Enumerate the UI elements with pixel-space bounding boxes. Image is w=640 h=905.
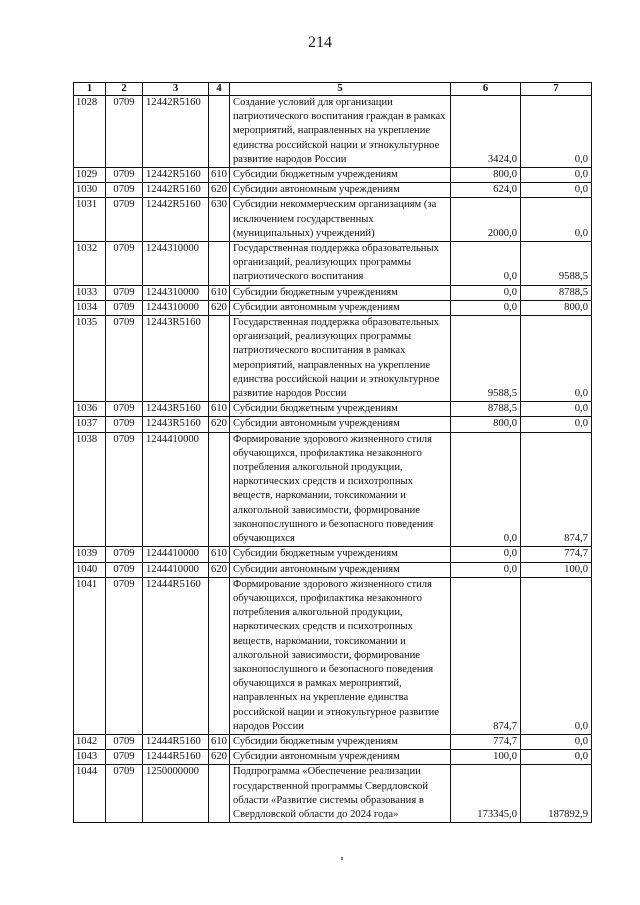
amount-col7-cell: 0,0 — [521, 198, 592, 242]
table-row — [74, 577, 592, 734]
table-header-row — [74, 83, 592, 96]
amount-col6-cell: 0,0 — [451, 285, 521, 300]
expense-type-cell: 610 — [209, 734, 230, 749]
description-cell: Субсидии автономным учреждениям — [230, 750, 451, 765]
expense-type-cell: 630 — [209, 198, 230, 242]
table-row — [74, 750, 592, 765]
expense-type-cell: 610 — [209, 285, 230, 300]
expense-type-cell — [209, 242, 230, 286]
description-cell: Субсидии автономным учреждениям — [230, 183, 451, 198]
amount-col6-cell: 173345,0 — [451, 765, 521, 823]
column-header: 3 — [143, 83, 209, 96]
target-code-cell: 1250000000 — [143, 765, 209, 823]
row-number-cell: 1044 — [74, 765, 106, 823]
section-code-cell: 0709 — [106, 765, 143, 823]
target-code-cell: 1244410000 — [143, 432, 209, 547]
table-row — [74, 183, 592, 198]
row-number-cell: 1038 — [74, 432, 106, 547]
target-code-cell: 1244310000 — [143, 285, 209, 300]
amount-col7-cell: 0,0 — [521, 316, 592, 402]
row-number-cell: 1039 — [74, 547, 106, 562]
description-cell: Подпрограмма «Обеспечение реализации государственной программы Свердловской области «Развитие системы образования в Свердловской области до 2024 года» — [230, 765, 451, 823]
column-header: 1 — [74, 83, 106, 96]
expense-type-cell: 610 — [209, 547, 230, 562]
expense-type-cell — [209, 316, 230, 402]
section-code-cell: 0709 — [106, 96, 143, 168]
section-code-cell: 0709 — [106, 402, 143, 417]
description-cell: Субсидии автономным учреждениям — [230, 300, 451, 315]
table-row — [74, 285, 592, 300]
target-code-cell: 12443R5160 — [143, 316, 209, 402]
amount-col6-cell: 0,0 — [451, 547, 521, 562]
section-code-cell: 0709 — [106, 198, 143, 242]
row-number-cell: 1034 — [74, 300, 106, 315]
target-code-cell: 12444R5160 — [143, 734, 209, 749]
amount-col7-cell: 9588,5 — [521, 242, 592, 286]
budget-table — [73, 82, 592, 823]
amount-col6-cell: 100,0 — [451, 750, 521, 765]
amount-col7-cell: 100,0 — [521, 562, 592, 577]
description-cell: Формирование здорового жизненного стиля обучающихся, профилактика незаконного потребления алкогольной продукции, наркотических средств и психотропных веществ, наркомании, токсикомании и алкогольной зависимости, формирование законопослушного и безопасного поведения обучающихся в рамках мероприятий, направленных на укрепление единства российской нации и этнокультурное развитие народов России — [230, 577, 451, 734]
description-cell: Государственная поддержка образовательных организаций, реализующих программы патриотического воспитания в рамках мероприятий, направленных на укрепление единства российской нации и этнокультурное развитие народов России — [230, 316, 451, 402]
amount-col6-cell: 8788,5 — [451, 402, 521, 417]
amount-col6-cell: 0,0 — [451, 300, 521, 315]
scan-speck — [341, 857, 343, 860]
target-code-cell: 1244410000 — [143, 562, 209, 577]
description-cell: Государственная поддержка образовательных организаций, реализующих программы патриотического воспитания — [230, 242, 451, 286]
row-number-cell: 1042 — [74, 734, 106, 749]
amount-col7-cell: 0,0 — [521, 168, 592, 183]
amount-col7-cell: 0,0 — [521, 417, 592, 432]
row-number-cell: 1041 — [74, 577, 106, 734]
description-cell: Субсидии автономным учреждениям — [230, 562, 451, 577]
row-number-cell: 1029 — [74, 168, 106, 183]
description-cell: Субсидии бюджетным учреждениям — [230, 285, 451, 300]
table-body — [74, 96, 592, 823]
amount-col6-cell: 2000,0 — [451, 198, 521, 242]
expense-type-cell — [209, 432, 230, 547]
table-row — [74, 96, 592, 168]
row-number-cell: 1032 — [74, 242, 106, 286]
table-row — [74, 300, 592, 315]
column-header: 7 — [521, 83, 592, 96]
description-cell: Субсидии бюджетным учреждениям — [230, 734, 451, 749]
table-row — [74, 402, 592, 417]
description-cell: Субсидии бюджетным учреждениям — [230, 547, 451, 562]
description-cell: Субсидии некоммерческим организациям (за исключением государственных (муниципальных) учреждений) — [230, 198, 451, 242]
row-number-cell: 1036 — [74, 402, 106, 417]
section-code-cell: 0709 — [106, 750, 143, 765]
expense-type-cell: 620 — [209, 183, 230, 198]
section-code-cell: 0709 — [106, 417, 143, 432]
target-code-cell: 1244310000 — [143, 300, 209, 315]
target-code-cell: 12442R5160 — [143, 183, 209, 198]
row-number-cell: 1030 — [74, 183, 106, 198]
amount-col7-cell: 774,7 — [521, 547, 592, 562]
table-row — [74, 198, 592, 242]
column-header: 6 — [451, 83, 521, 96]
row-number-cell: 1040 — [74, 562, 106, 577]
amount-col7-cell: 0,0 — [521, 402, 592, 417]
column-header: 2 — [106, 83, 143, 96]
description-cell: Субсидии бюджетным учреждениям — [230, 402, 451, 417]
table-row — [74, 432, 592, 547]
section-code-cell: 0709 — [106, 562, 143, 577]
table-row — [74, 316, 592, 402]
amount-col7-cell: 0,0 — [521, 183, 592, 198]
description-cell: Создание условий для организации патриотического воспитания граждан в рамках мероприятий, направленных на укрепление единства российской нации и этнокультурное развитие народов России — [230, 96, 451, 168]
row-number-cell: 1043 — [74, 750, 106, 765]
amount-col6-cell: 800,0 — [451, 417, 521, 432]
amount-col7-cell: 874,7 — [521, 432, 592, 547]
amount-col7-cell: 0,0 — [521, 734, 592, 749]
table-row — [74, 417, 592, 432]
section-code-cell: 0709 — [106, 316, 143, 402]
amount-col7-cell: 0,0 — [521, 96, 592, 168]
target-code-cell: 12443R5160 — [143, 402, 209, 417]
target-code-cell: 12442R5160 — [143, 96, 209, 168]
row-number-cell: 1028 — [74, 96, 106, 168]
amount-col7-cell: 8788,5 — [521, 285, 592, 300]
section-code-cell: 0709 — [106, 183, 143, 198]
expense-type-cell: 620 — [209, 300, 230, 315]
amount-col6-cell: 9588,5 — [451, 316, 521, 402]
expense-type-cell: 620 — [209, 750, 230, 765]
amount-col7-cell: 0,0 — [521, 750, 592, 765]
section-code-cell: 0709 — [106, 432, 143, 547]
row-number-cell: 1037 — [74, 417, 106, 432]
expense-type-cell: 620 — [209, 562, 230, 577]
target-code-cell: 12444R5160 — [143, 577, 209, 734]
table-row — [74, 242, 592, 286]
section-code-cell: 0709 — [106, 547, 143, 562]
description-cell: Субсидии автономным учреждениям — [230, 417, 451, 432]
expense-type-cell — [209, 96, 230, 168]
section-code-cell: 0709 — [106, 734, 143, 749]
expense-type-cell — [209, 577, 230, 734]
expense-type-cell: 610 — [209, 168, 230, 183]
expense-type-cell: 610 — [209, 402, 230, 417]
amount-col6-cell: 0,0 — [451, 562, 521, 577]
amount-col6-cell: 800,0 — [451, 168, 521, 183]
amount-col6-cell: 0,0 — [451, 432, 521, 547]
amount-col6-cell: 874,7 — [451, 577, 521, 734]
table-row — [74, 168, 592, 183]
page-number: 214 — [308, 34, 332, 51]
amount-col6-cell: 3424,0 — [451, 96, 521, 168]
column-header: 5 — [230, 83, 451, 96]
table-row — [74, 734, 592, 749]
amount-col7-cell: 800,0 — [521, 300, 592, 315]
column-header: 4 — [209, 83, 230, 96]
amount-col7-cell: 0,0 — [521, 577, 592, 734]
section-code-cell: 0709 — [106, 285, 143, 300]
target-code-cell: 12444R5160 — [143, 750, 209, 765]
section-code-cell: 0709 — [106, 300, 143, 315]
section-code-cell: 0709 — [106, 242, 143, 286]
row-number-cell: 1031 — [74, 198, 106, 242]
table-row — [74, 547, 592, 562]
description-cell: Формирование здорового жизненного стиля обучающихся, профилактика незаконного потребления алкогольной продукции, наркотических средств и психотропных веществ, наркомании, токсикомании и алкогольной зависимости, формирование законопослушного и безопасного поведения обучающихся — [230, 432, 451, 547]
section-code-cell: 0709 — [106, 577, 143, 734]
expense-type-cell — [209, 765, 230, 823]
amount-col6-cell: 0,0 — [451, 242, 521, 286]
target-code-cell: 1244310000 — [143, 242, 209, 286]
row-number-cell: 1035 — [74, 316, 106, 402]
target-code-cell: 12442R5160 — [143, 168, 209, 183]
target-code-cell: 12443R5160 — [143, 417, 209, 432]
target-code-cell: 12442R5160 — [143, 198, 209, 242]
table-row — [74, 562, 592, 577]
amount-col6-cell: 774,7 — [451, 734, 521, 749]
amount-col7-cell: 187892,9 — [521, 765, 592, 823]
table-row — [74, 765, 592, 823]
expense-type-cell: 620 — [209, 417, 230, 432]
row-number-cell: 1033 — [74, 285, 106, 300]
description-cell: Субсидии бюджетным учреждениям — [230, 168, 451, 183]
amount-col6-cell: 624,0 — [451, 183, 521, 198]
section-code-cell: 0709 — [106, 168, 143, 183]
target-code-cell: 1244410000 — [143, 547, 209, 562]
